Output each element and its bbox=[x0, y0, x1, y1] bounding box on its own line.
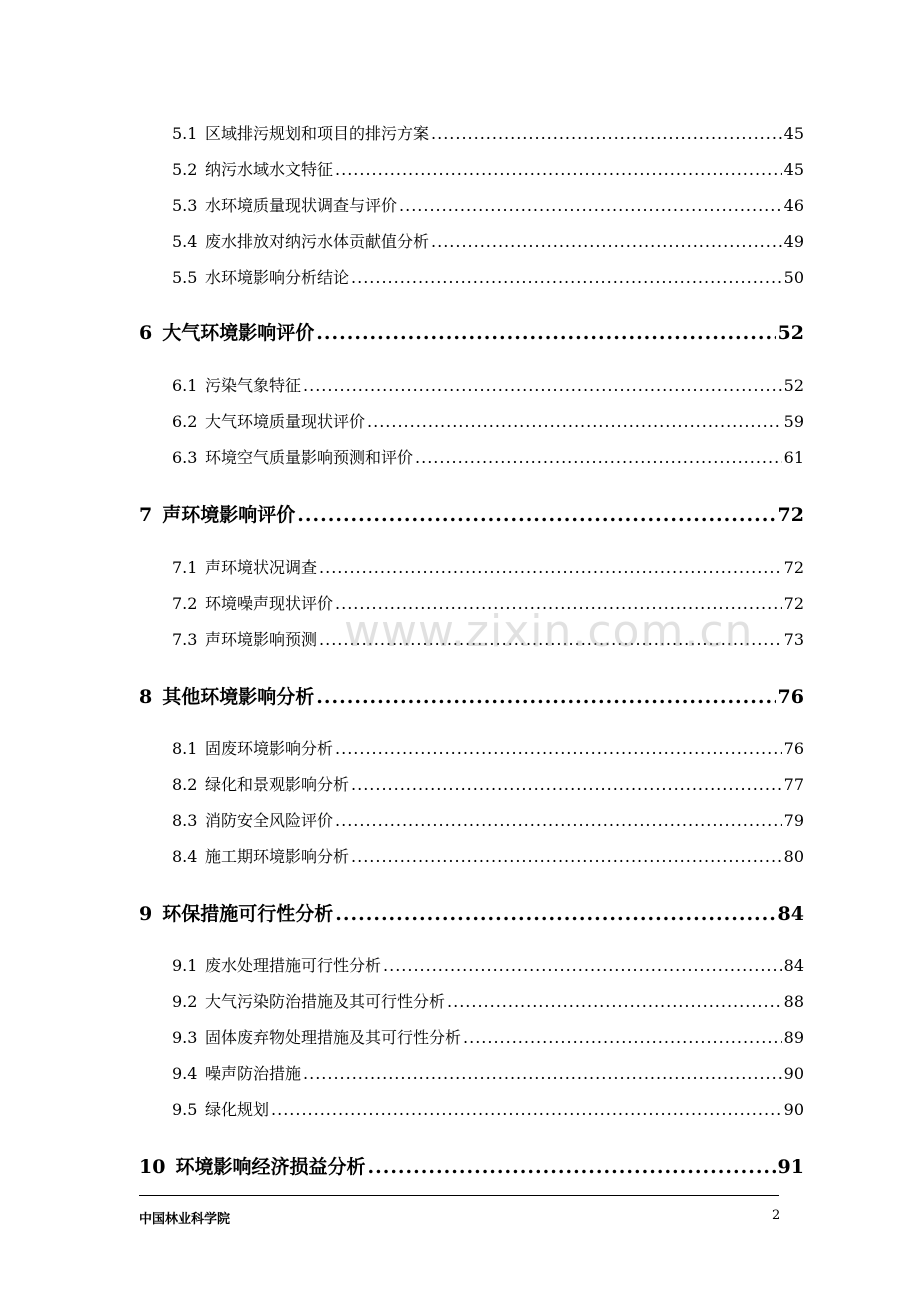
toc-section-entry[interactable] bbox=[172, 409, 804, 432]
dot-leader bbox=[335, 160, 782, 179]
toc-entry-page: 90 bbox=[783, 1100, 804, 1119]
dot-leader bbox=[431, 232, 782, 251]
toc-entry-title: 其他环境影响分析 bbox=[162, 686, 315, 708]
toc-entry-number: 7 bbox=[139, 504, 153, 526]
dot-leader bbox=[351, 847, 782, 866]
dot-leader bbox=[351, 268, 782, 287]
toc-section-entry[interactable] bbox=[172, 265, 804, 288]
toc-section-entry[interactable] bbox=[172, 844, 804, 867]
toc-entry-number: 5.1 bbox=[172, 124, 198, 143]
toc-entry-page: 72 bbox=[777, 504, 804, 526]
dot-leader bbox=[367, 412, 782, 431]
toc-entry-number: 9.5 bbox=[172, 1100, 198, 1119]
toc-entry-number: 8 bbox=[139, 686, 153, 708]
toc-section-entry[interactable] bbox=[172, 1097, 804, 1120]
dot-leader bbox=[335, 811, 782, 830]
toc-section-entry[interactable] bbox=[172, 953, 804, 976]
toc-entry-title: 环境空气质量影响预测和评价 bbox=[205, 448, 414, 467]
toc-entry-page: 77 bbox=[783, 775, 804, 794]
toc-section-entry[interactable] bbox=[172, 808, 804, 831]
toc-section-entry[interactable] bbox=[172, 555, 804, 578]
toc-entry-title: 噪声防治措施 bbox=[205, 1064, 302, 1083]
toc-chapter-entry[interactable] bbox=[139, 1152, 804, 1179]
toc-entry-page: 90 bbox=[783, 1064, 804, 1083]
toc-entry-number: 6 bbox=[139, 322, 153, 344]
toc-section-entry[interactable] bbox=[172, 772, 804, 795]
toc-entry-title: 纳污水域水文特征 bbox=[205, 160, 334, 179]
toc-entry-title: 环境影响经济损益分析 bbox=[175, 1156, 366, 1178]
toc-entry-page: 84 bbox=[783, 956, 804, 975]
dot-leader bbox=[303, 376, 782, 395]
toc-entry-number: 6.3 bbox=[172, 448, 198, 467]
toc-entry-page: 73 bbox=[783, 630, 804, 649]
toc-entry-title: 固废环境影响分析 bbox=[205, 739, 334, 758]
dot-leader bbox=[415, 448, 782, 467]
dot-leader bbox=[335, 903, 775, 925]
toc-entry-page: 61 bbox=[783, 448, 804, 467]
watermark: www.zixin.com.cn bbox=[344, 606, 754, 657]
toc-section-entry[interactable] bbox=[172, 373, 804, 396]
toc-entry-page: 89 bbox=[783, 1028, 804, 1047]
toc-section-entry[interactable] bbox=[172, 445, 804, 468]
toc-entry-page: 45 bbox=[783, 124, 804, 143]
dot-leader bbox=[367, 1156, 775, 1178]
toc-section-entry[interactable] bbox=[172, 121, 804, 144]
toc-entry-title: 区域排污规划和项目的排污方案 bbox=[205, 124, 430, 143]
toc-section-entry[interactable] bbox=[172, 1061, 804, 1084]
toc-entry-title: 大气环境影响评价 bbox=[162, 322, 315, 344]
dot-leader bbox=[297, 504, 775, 526]
toc-entry-number: 9 bbox=[139, 903, 153, 925]
dot-leader bbox=[316, 686, 775, 708]
dot-leader bbox=[271, 1100, 782, 1119]
toc-entry-number: 6.2 bbox=[172, 412, 198, 431]
toc-section-entry[interactable] bbox=[172, 1025, 804, 1048]
toc-entry-title: 环保措施可行性分析 bbox=[162, 903, 334, 925]
toc-entry-title: 环境噪声现状评价 bbox=[205, 594, 334, 613]
dot-leader bbox=[431, 124, 782, 143]
toc-entry-page: 91 bbox=[777, 1156, 804, 1178]
toc-entry-page: 52 bbox=[783, 376, 804, 395]
toc-entry-title: 绿化规划 bbox=[205, 1100, 270, 1119]
toc-entry-page: 45 bbox=[783, 160, 804, 179]
toc-entry-title: 声环境影响预测 bbox=[205, 630, 318, 649]
toc-entry-title: 大气环境质量现状评价 bbox=[205, 412, 366, 431]
toc-entry-title: 废水排放对纳污水体贡献值分析 bbox=[205, 232, 430, 251]
toc-section-entry[interactable] bbox=[172, 157, 804, 180]
toc-section-entry[interactable] bbox=[172, 229, 804, 252]
toc-entry-title: 污染气象特征 bbox=[205, 376, 302, 395]
toc-chapter-entry[interactable] bbox=[139, 682, 804, 709]
toc-entry-page: 72 bbox=[783, 594, 804, 613]
toc-entry-number: 5.5 bbox=[172, 268, 198, 287]
toc-entry-page: 79 bbox=[783, 811, 804, 830]
toc-entry-number: 7.2 bbox=[172, 594, 198, 613]
dot-leader bbox=[463, 1028, 782, 1047]
toc-entry-number: 5.2 bbox=[172, 160, 198, 179]
footer-organization: 中国林业科学院 bbox=[139, 1212, 231, 1227]
dot-leader bbox=[316, 322, 775, 344]
toc-section-entry[interactable] bbox=[172, 193, 804, 216]
toc-entry-page: 49 bbox=[783, 232, 804, 251]
toc-entry-page: 84 bbox=[777, 903, 804, 925]
toc-entry-number: 8.4 bbox=[172, 847, 198, 866]
toc-entry-title: 水环境质量现状调查与评价 bbox=[205, 196, 398, 215]
toc-entry-number: 9.3 bbox=[172, 1028, 198, 1047]
toc-entry-page: 46 bbox=[783, 196, 804, 215]
dot-leader bbox=[303, 1064, 782, 1083]
toc-entry-number: 10 bbox=[139, 1156, 166, 1178]
toc-entry-page: 52 bbox=[777, 322, 804, 344]
toc-entry-page: 50 bbox=[783, 268, 804, 287]
dot-leader bbox=[447, 992, 782, 1011]
toc-entry-title: 绿化和景观影响分析 bbox=[205, 775, 350, 794]
toc-chapter-entry[interactable] bbox=[139, 899, 804, 926]
toc-entry-number: 6.1 bbox=[172, 376, 198, 395]
toc-entry-number: 9.1 bbox=[172, 956, 198, 975]
toc-entry-number: 5.3 bbox=[172, 196, 198, 215]
toc-entry-title: 水环境影响分析结论 bbox=[205, 268, 350, 287]
toc-entry-page: 59 bbox=[783, 412, 804, 431]
toc-entry-title: 大气污染防治措施及其可行性分析 bbox=[205, 992, 446, 1011]
footer-page-number: 2 bbox=[772, 1208, 781, 1223]
toc-entry-number: 9.4 bbox=[172, 1064, 198, 1083]
dot-leader bbox=[399, 196, 782, 215]
dot-leader bbox=[351, 775, 782, 794]
toc-entry-page: 80 bbox=[783, 847, 804, 866]
toc-entry-number: 8.2 bbox=[172, 775, 198, 794]
toc-entry-page: 88 bbox=[783, 992, 804, 1011]
toc-section-entry[interactable] bbox=[172, 989, 804, 1012]
toc-entry-title: 声环境影响评价 bbox=[162, 504, 296, 526]
toc-entry-page: 76 bbox=[783, 739, 804, 758]
toc-entry-number: 8.1 bbox=[172, 739, 198, 758]
toc-entry-number: 9.2 bbox=[172, 992, 198, 1011]
toc-section-entry[interactable] bbox=[172, 736, 804, 759]
toc-entry-title: 废水处理措施可行性分析 bbox=[205, 956, 382, 975]
toc-chapter-entry[interactable] bbox=[139, 500, 804, 527]
toc-entry-page: 72 bbox=[783, 558, 804, 577]
toc-entry-number: 7.3 bbox=[172, 630, 198, 649]
toc-entry-title: 消防安全风险评价 bbox=[205, 811, 334, 830]
dot-leader bbox=[383, 956, 782, 975]
dot-leader bbox=[335, 739, 782, 758]
dot-leader bbox=[319, 558, 782, 577]
toc-entry-title: 固体废弃物处理措施及其可行性分析 bbox=[205, 1028, 462, 1047]
toc-entry-number: 8.3 bbox=[172, 811, 198, 830]
toc-entry-title: 声环境状况调查 bbox=[205, 558, 318, 577]
toc-entry-page: 76 bbox=[777, 686, 804, 708]
toc-entry-number: 5.4 bbox=[172, 232, 198, 251]
toc-chapter-entry[interactable] bbox=[139, 318, 804, 345]
toc-entry-number: 7.1 bbox=[172, 558, 198, 577]
toc-entry-title: 施工期环境影响分析 bbox=[205, 847, 350, 866]
footer-divider bbox=[139, 1195, 779, 1196]
